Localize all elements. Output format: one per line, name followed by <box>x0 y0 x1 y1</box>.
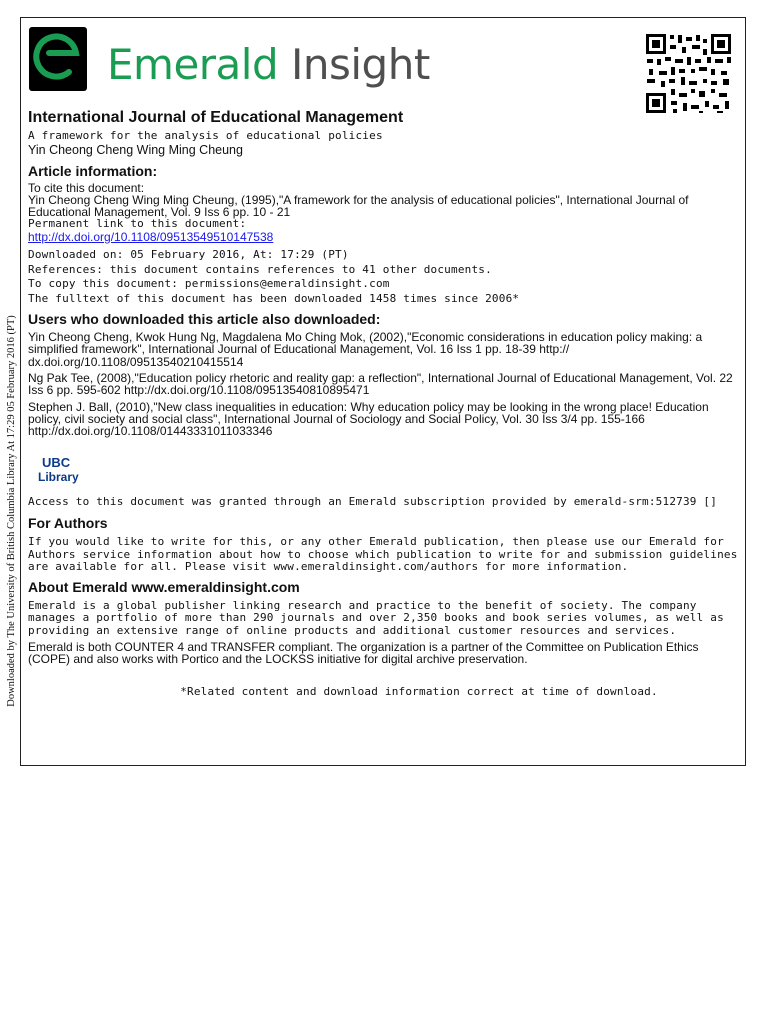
copy-permissions: To copy this document: permissions@emeraldinsight.com <box>28 277 390 291</box>
ubc-library-logo <box>38 456 98 484</box>
brand-name-insight: Insight <box>290 40 430 89</box>
about-emerald-heading: About Emerald www.emeraldinsight.com <box>28 578 300 595</box>
download-stamp: Downloaded by The University of British Columbia Library At 17:29 05 February 2016 (PT) <box>6 315 17 707</box>
brand-name-emerald: Emerald <box>107 40 279 89</box>
about-paragraph-1: Emerald is a global publisher linking research and practice to the benefit of society. The company manages a portfolio of more than 290 journals and over 2,350 books and book series volumes, as well as providing an extensive range of online products and additional customer resources and services. <box>28 598 724 637</box>
article-title: A framework for the analysis of educational policies <box>28 129 383 142</box>
fulltext-downloads: The fulltext of this document has been downloaded 1458 times since 2006* <box>28 291 520 305</box>
about-paragraph-2: Emerald is both COUNTER 4 and TRANSFER compliant. The organization is a partner of the Committee on Publication Ethics (COPE) and also works with Portico and the LOCKSS initiative for digital archive preservation. <box>28 640 699 667</box>
ubc-label: UBC <box>42 454 71 470</box>
article-authors: Yin Cheong Cheng Wing Ming Cheung <box>28 142 243 157</box>
for-authors-heading: For Authors <box>28 515 108 532</box>
emerald-logo <box>29 27 429 91</box>
emerald-e-icon <box>29 27 87 91</box>
qr-code-icon <box>645 33 733 115</box>
cite-label: To cite this document: <box>28 180 145 195</box>
related-item[interactable]: Stephen J. Ball, (2010),"New class inequalities in education: Why education policy may be looking in the wrong place! Education policy, civil society and social class", International Journal of Sociology and Social Policy, Vol. 30 Iss 3/4 pp. 155-166 http://dx.doi.org/10.1108/01443331011033346 <box>28 399 709 439</box>
references-count: References: this document contains references to 41 other documents. <box>28 262 492 276</box>
related-item[interactable]: Yin Cheong Cheng, Kwok Hung Ng, Magdalena Mo Ching Mok, (2002),"Economic considerations in education policy making: a simplified framework", International Journal of Educational Management, Vol. 16 Iss 1 pp. 18-39 http:// dx.doi.org/10.1108/09513540210415514 <box>28 330 703 369</box>
library-label: Library <box>38 469 79 484</box>
access-statement: Access to this document was granted through an Emerald subscription provided by emerald-srm:512739 [] <box>28 494 718 508</box>
document-body <box>28 109 740 698</box>
brand-wordmark <box>107 40 430 89</box>
article-info-heading: Article information: <box>28 162 158 179</box>
cite-text: Yin Cheong Cheng Wing Ming Cheung, (1995),"A framework for the analysis of educational policies", International Journal of Educational Management, Vol. 9 Iss 6 pp. 10 - 21 <box>28 192 689 220</box>
downloaded-on: Downloaded on: 05 February 2016, At: 17:29 (PT) <box>28 248 349 262</box>
citation-block <box>28 182 740 244</box>
for-authors-text: If you would like to write for this, or any other Emerald publication, then please use our Emerald for Authors service information about how to choose which publication to write for and submission guidelines are available for all. Please visit www.emeraldinsight.com/authors for more information. <box>28 535 738 574</box>
related-content-note: *Related content and download information correct at time of download. <box>180 684 658 698</box>
permalink-link[interactable]: http://dx.doi.org/10.1108/09513549510147538 <box>28 229 274 244</box>
journal-title: International Journal of Educational Management <box>28 109 404 126</box>
related-item[interactable]: Ng Pak Tee, (2008),"Education policy rhetoric and reality gap: a reflection", International Journal of Educational Management, Vol. 22 Iss 6 pp. 595-602 http://dx.doi.org/10.1108/09513540810895471 <box>28 371 733 398</box>
permalink-label: Permanent link to this document: <box>28 217 247 231</box>
cover-page <box>20 17 746 766</box>
download-info <box>28 248 740 306</box>
also-downloaded-heading: Users who downloaded this article also downloaded: <box>28 311 381 328</box>
